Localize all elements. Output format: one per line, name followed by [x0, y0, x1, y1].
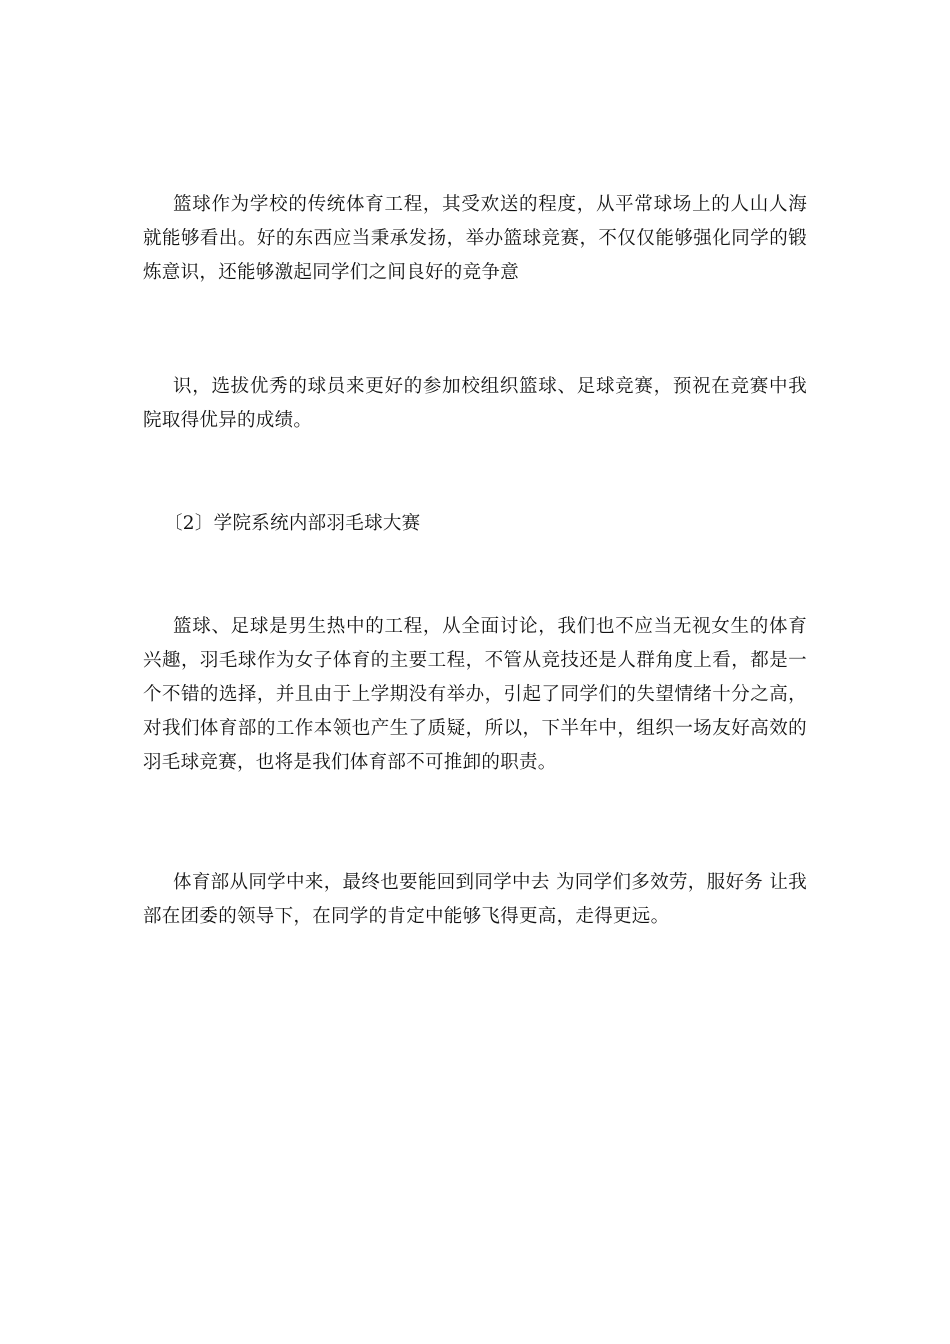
paragraph-conclusion: 体育部从同学中来，最终也要能回到同学中去 为同学们多效劳，服好务 让我部在团委的领导下，在同学的肯定中能够飞得更高，走得更远。	[143, 872, 807, 927]
paragraph-basketball-continued: 识，选拔优秀的球员来更好的参加校组织篮球、足球竞赛，预祝在竞赛中我院取得优异的成绩。	[143, 376, 807, 431]
section-heading-badminton: 〔2〕学院系统内部羽毛球大赛	[164, 513, 421, 534]
paragraph-basketball-intro: 篮球作为学校的传统体育工程，其受欢送的程度，从平常球场上的人山人海就能够看出。好的东西应当秉承发扬，举办篮球竞赛，不仅仅能够强化同学的锻炼意识，还能够激起同学们之间良好的竞争意	[143, 194, 807, 283]
paragraph-badminton: 篮球、足球是男生热中的工程，从全面讨论，我们也不应当无视女生的体育兴趣，羽毛球作为女子体育的主要工程，不管从竞技还是人群角度上看，都是一个不错的选择，并且由于上学期没有举办，引起了同学们的失望情绪十分之高，对我们体育部的工作本领也产生了质疑，所以，下半年中，组织一场友好高效的羽毛球竞赛，也将是我们体育部不可推卸的职责。	[143, 616, 807, 773]
